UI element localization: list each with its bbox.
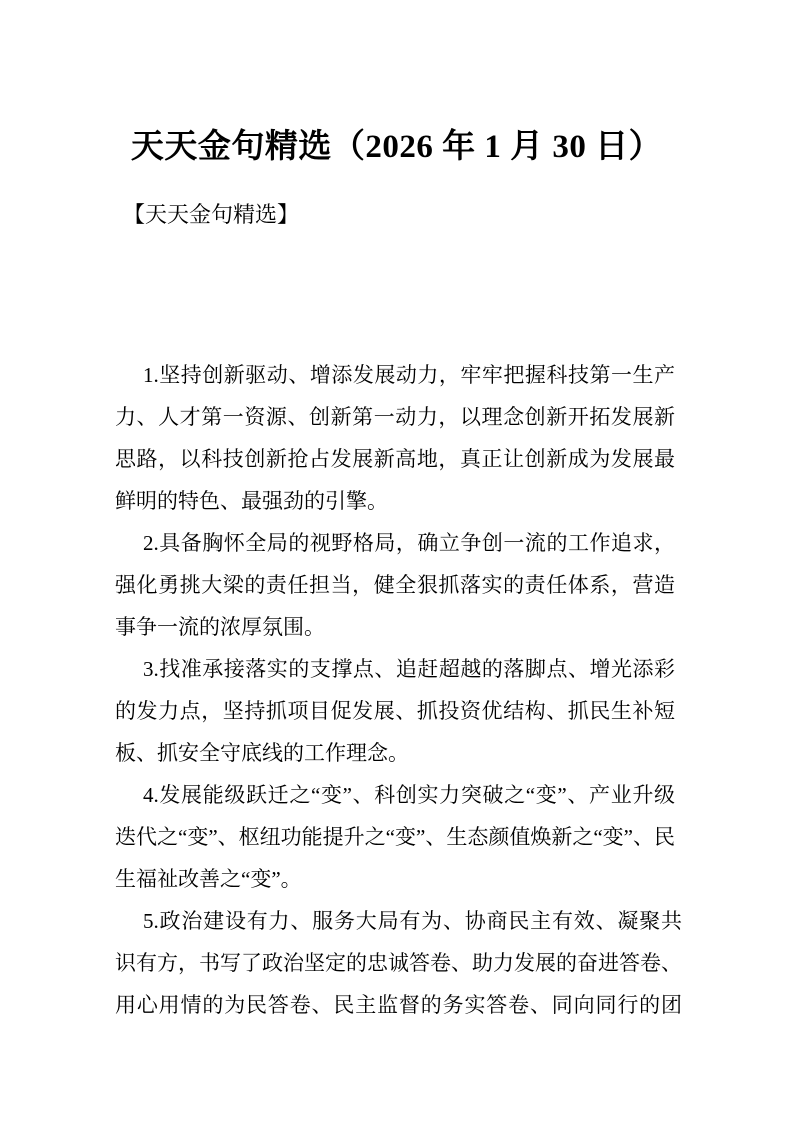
- paragraph-5: 5.政治建设有力、服务大局有为、协商民主有效、凝聚共识有方，书写了政治坚定的忠诚答卷、助力发展的奋进答卷、用心用情的为民答卷、民主监督的务实答卷、同向同行的团: [115, 909, 682, 1017]
- document-title: 天天金句精选（2026 年 1 月 30 日）: [130, 129, 663, 165]
- section-header: 【天天金句精选】: [123, 202, 300, 227]
- document-body: [115, 354, 682, 1026]
- paragraph-4: 4.发展能级跃迁之“变”、科创实力突破之“变”、产业升级迭代之“变”、枢纽功能提升之“变”、生态颜值焕新之“变”、民生福祉改善之“变”。: [115, 783, 675, 891]
- paragraph-1: 1.坚持创新驱动、增添发展动力，牢牢把握科技第一生产力、人才第一资源、创新第一动力，以理念创新开拓发展新思路，以科技创新抢占发展新高地，真正让创新成为发展最鲜明的特色、最强劲的引擎。: [115, 363, 675, 513]
- paragraph-2: 2.具备胸怀全局的视野格局，确立争创一流的工作追求，强化勇挑大梁的责任担当，健全狠抓落实的责任体系，营造事争一流的浓厚氛围。: [115, 531, 675, 639]
- paragraph-3: 3.找准承接落实的支撑点、追赶超越的落脚点、增光添彩的发力点，坚持抓项目促发展、抓投资优结构、抓民生补短板、抓安全守底线的工作理念。: [115, 657, 675, 765]
